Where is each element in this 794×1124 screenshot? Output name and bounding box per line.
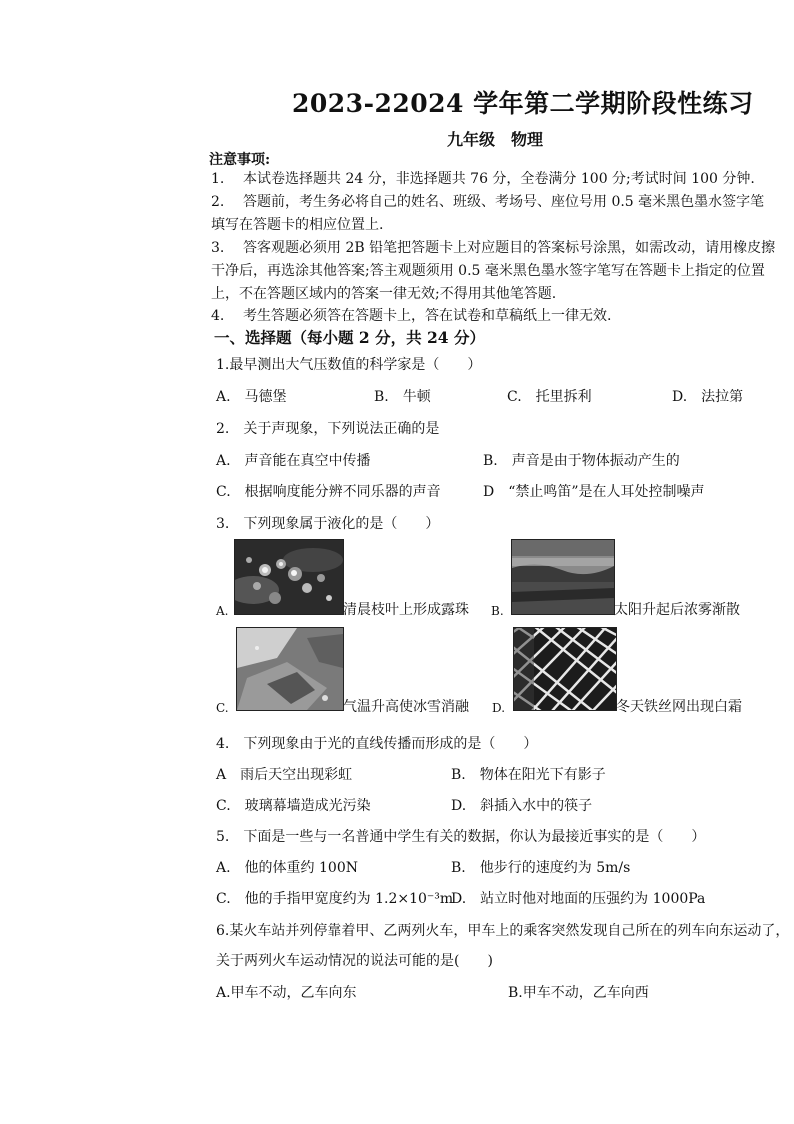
q3-option-c-caption: 气温升高使冰雪消融 — [343, 699, 469, 715]
q4-option-b: B. 物体在阳光下有影子 — [451, 767, 606, 783]
q6-option-a: A.甲车不动，乙车向东 — [216, 985, 357, 1001]
q3-option-c-label: C. — [216, 701, 229, 715]
q5-option-a: A. 他的体重约 100N — [216, 860, 358, 876]
q2-option-c: C. 根据响度能分辨不同乐器的声音 — [216, 484, 441, 500]
q5-option-b: B. 他步行的速度约为 5m/s — [451, 860, 631, 876]
q5-option-d: D. 站立时他对地面的压强约为 1000Pa — [451, 891, 706, 907]
note-3-line-3: 上，不在答题区域内的答案一律无效;不得用其他笔答题. — [211, 286, 557, 302]
q1-option-d: D. 法拉第 — [672, 389, 744, 405]
q2-option-d: D “禁止鸣笛”是在人耳处控制噪声 — [483, 484, 705, 500]
q6-stem-line-1: 6.某火车站并列停靠着甲、乙两列火车，甲车上的乘客突然发现自己所在的列车向东运动了， — [216, 923, 790, 939]
q3-option-b-label: B. — [491, 604, 504, 618]
note-2-line-2: 填写在答题卡的相应位置上. — [211, 217, 384, 233]
q4-stem: 4. 下列现象由于光的直线传播而形成的是（ ） — [216, 736, 538, 752]
section-heading: 一、选择题（每小题 2 分，共 24 分） — [214, 328, 485, 347]
dew-drops-photo — [234, 539, 344, 615]
note-3-line-1: 答客观题必须用 2B 铅笔把答题卡上对应题目的答案标号涂黑，如需改动，请用橡皮擦 — [243, 240, 776, 256]
q3-stem: 3. 下列现象属于液化的是（ ） — [216, 516, 440, 532]
q3-option-a-label: A. — [216, 604, 229, 618]
q1-option-a: A. 马德堡 — [216, 389, 287, 405]
q2-stem: 2. 关于声现象，下列说法正确的是 — [216, 421, 440, 437]
fog-photo — [511, 539, 615, 615]
notes-heading: 注意事项: — [209, 152, 271, 168]
note-2-line-1: 答题前，考生务必将自己的姓名、班级、考场号、座位号用 0.5 毫米黑色墨水签字笔 — [243, 194, 765, 210]
q1-stem: 1.最早测出大气压数值的科学家是（ ） — [216, 357, 482, 373]
q6-option-b: B.甲车不动，乙车向西 — [508, 985, 649, 1001]
q3-option-d-label: D. — [492, 701, 506, 715]
q1-option-c: C. 托里拆利 — [507, 389, 592, 405]
q2-option-b: B. 声音是由于物体振动产生的 — [483, 453, 680, 469]
note-2-num: 2. — [211, 194, 225, 210]
q1-option-b: B. 牛顿 — [374, 389, 431, 405]
q2-option-a: A. 声音能在真空中传播 — [216, 453, 371, 469]
exam-title: 2023-22024 学年第二学期阶段性练习 — [292, 89, 754, 118]
frost-wire-mesh-photo — [513, 627, 617, 711]
q4-option-c: C. 玻璃幕墙造成光污染 — [216, 798, 371, 814]
q4-option-d: D. 斜插入水中的筷子 — [451, 798, 593, 814]
q3-option-a-caption: 清晨枝叶上形成露珠 — [343, 602, 469, 618]
q4-option-a: A 雨后天空出现彩虹 — [216, 767, 353, 783]
note-3-line-2: 干净后，再选涂其他答案;答主观题须用 0.5 毫米黑色墨水签字笔写在答题卡上指定的位置 — [211, 263, 765, 279]
note-1-num: 1. — [211, 171, 225, 187]
q6-stem-line-2: 关于两列火车运动情况的说法可能的是( ) — [216, 953, 493, 969]
note-4-line: 考生答题必须答在答题卡上，答在试卷和草稿纸上一律无效. — [243, 308, 612, 324]
melting-snow-photo — [236, 627, 344, 711]
note-1-line: 本试卷选择题共 24 分，非选择题共 76 分，全卷满分 100 分;考试时间 100 分钟. — [243, 171, 755, 187]
q3-option-d-caption: 冬天铁丝网出现白霜 — [616, 699, 742, 715]
exam-subtitle: 九年级 物理 — [447, 130, 544, 149]
q3-option-b-caption: 太阳升起后浓雾渐散 — [614, 602, 740, 618]
q5-option-c: C. 他的手指甲宽度约为 1.2×10⁻³m — [216, 891, 454, 907]
note-3-num: 3. — [211, 240, 225, 256]
q5-stem: 5. 下面是一些与一名普通中学生有关的数据，你认为最接近事实的是（ ） — [216, 829, 706, 845]
note-4-num: 4. — [211, 308, 225, 324]
